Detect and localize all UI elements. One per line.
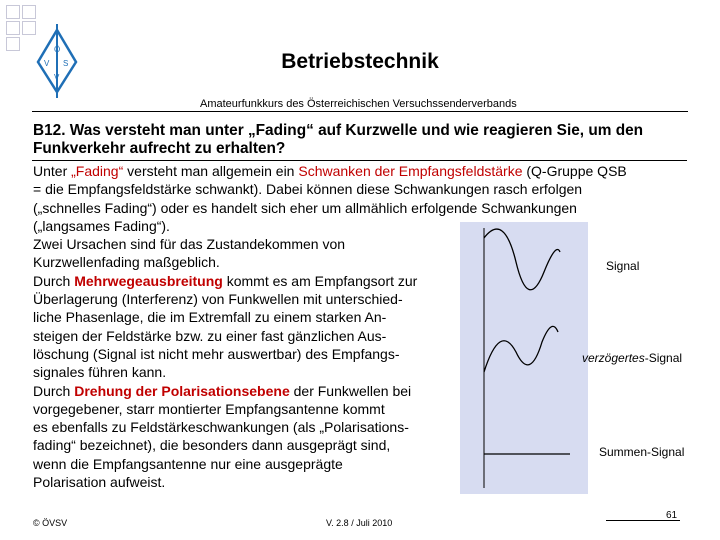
- text-line: fading“ bezeichnet), die besonders dann ausgeprägt sind,: [33, 437, 391, 454]
- sum-signal-label: Summen-Signal: [599, 445, 685, 459]
- question-heading: [33, 122, 688, 158]
- text-line: Unter „Fading“ versteht man allgemein ein Schwanken der Empfangsfeldstärke (Q-Gruppe QSB: [33, 163, 627, 179]
- text-line: liche Phasenlage, die im Extremfall zu einem starken An-: [33, 309, 387, 326]
- svg-text:V: V: [54, 73, 60, 82]
- question-line: Funkverkehr aufrecht zu erhalten?: [33, 140, 286, 157]
- signal-label: Signal: [606, 259, 640, 273]
- decor-square: [6, 37, 20, 51]
- page-number: 61: [666, 510, 678, 521]
- text-line: Durch Drehung der Polarisationsebene der Funkwellen bei: [33, 382, 412, 399]
- svg-text:Ö: Ö: [54, 45, 61, 54]
- question-line: B12. Was versteht man unter „Fading“ auf Kurzwelle und wie reagieren Sie, um den: [33, 122, 644, 139]
- text-line: vorgegebener, starr montierter Empfangsantenne kommt: [33, 400, 385, 417]
- text-line: signales führen kann.: [33, 364, 167, 381]
- signal-wave: [484, 229, 560, 290]
- delayed-signal-label: verzögertes-Signal: [582, 351, 683, 365]
- text-line: wenn die Empfangsantenne nur eine ausgeprägte: [33, 455, 343, 472]
- decor-square: [6, 5, 20, 19]
- text-line: Kurzwellenfading maßgeblich.: [33, 254, 220, 271]
- wave-diagram: [460, 222, 588, 494]
- text-line: es ebenfalls zu Feldstärkeschwankungen (als „Polarisations-: [33, 419, 409, 436]
- text-line: löschung (Signal ist nicht mehr auswertbar) des Empfangs-: [33, 345, 400, 362]
- text-line: Überlagerung (Interferenz) von Funkwellen mit unterschied-: [33, 291, 403, 308]
- header-divider: [32, 111, 688, 112]
- footer-version: V. 2.8 / Juli 2010: [326, 518, 393, 528]
- decor-square: [22, 5, 36, 19]
- svg-text:S: S: [63, 59, 69, 68]
- svg-text:V: V: [44, 59, 50, 68]
- text-line: = die Empfangsfeldstärke schwankt). Dabei können diese Schwankungen rasch erfolgen: [33, 181, 583, 198]
- page-title: Betriebstechnik: [281, 50, 439, 73]
- wave-curves: [460, 222, 588, 494]
- text-line: („schnelles Fading“) oder es handelt sich eher um allmählich erfolgende Schwankungen: [33, 199, 577, 216]
- text-line: („langsames Fading“).: [33, 217, 170, 234]
- question-underline: [32, 160, 687, 161]
- text-line: Durch Mehrwegeausbreitung kommt es am Empfangsort zur: [33, 272, 418, 289]
- text-line: Polarisation aufweist.: [33, 474, 166, 491]
- footer-copyright: © ÖVSV: [33, 518, 68, 528]
- footer-divider: [606, 520, 680, 521]
- decor-square: [6, 21, 20, 35]
- delayed-signal-wave: [484, 326, 558, 372]
- text-line: Zwei Ursachen sind für das Zustandekommen von: [33, 236, 346, 253]
- text-line: steigen der Feldstärke bzw. zu einer fast gänzlichen Aus-: [33, 327, 387, 344]
- page-subtitle: Amateurfunkkurs des Österreichischen Versuchssenderverbands: [200, 98, 517, 110]
